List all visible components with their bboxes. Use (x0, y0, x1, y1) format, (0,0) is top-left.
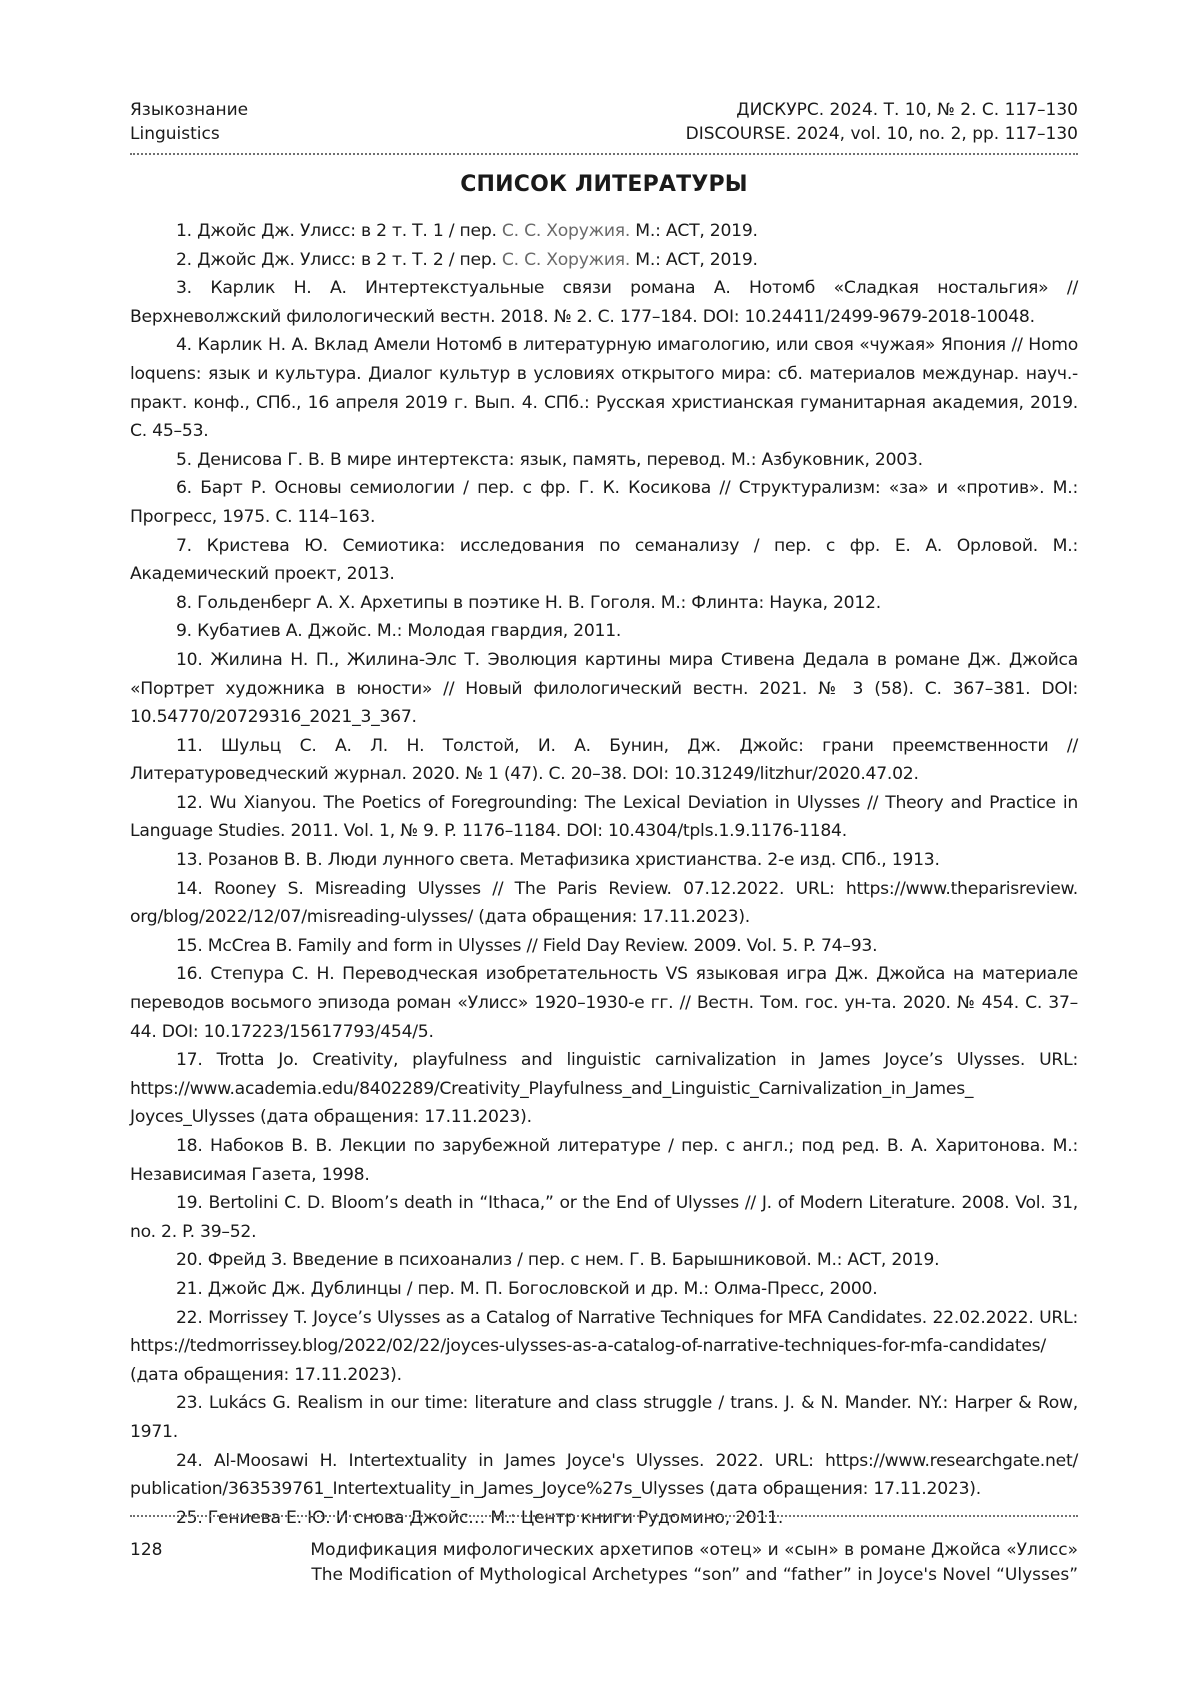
reference-item (130, 246, 1078, 275)
header-row-en (130, 122, 1078, 146)
reference-text-tail: М.: АСТ, 2019. (630, 249, 758, 270)
reference-item (130, 589, 1078, 618)
reference-text: 20. Фрейд З. Введение в психоанализ / пер. с нем. Г. В. Барышниковой. М.: АСТ, 2019. (176, 1250, 940, 1271)
reference-item (130, 1189, 1078, 1246)
reference-text: 19. Bertolini C. D. Bloom’s death in “Ithaca,” or the End of Ulysses // J. of Modern Literature. 2008. Vol. 31, no. 2. P. 39–52. (130, 1193, 1078, 1242)
header-row-ru (130, 98, 1078, 122)
reference-item (130, 846, 1078, 875)
reference-text: 4. Карлик Н. А. Вклад Амели Нотомб в литературную имагологию, или своя «чужая» Япония // Homo loquens: язык и культура. Диалог культур в условиях открытого мира: сб. материалов междунар. науч.-практ. конф., СПб., 16 апреля 2019 г. Вып. 4. СПб.: Русская христианская гуманитарная академия, 2019. С. 45–53. (130, 335, 1078, 442)
document-page (130, 0, 1078, 1698)
reference-text: 3. Карлик Н. А. Интертекстуальные связи романа А. Нотомб «Сладкая ностальгия» // Верхневолжский филологический вестн. 2018. № 2. С. 177–184. DOI: 10.24411/2499-9679-2018-10048. (130, 278, 1078, 327)
reference-text: 7. Кристева Ю. Семиотика: исследования по семанализу / пер. с фр. Е. А. Орловой. М.: Академический проект, 2013. (130, 535, 1078, 585)
reference-item (130, 446, 1078, 475)
article-title-en: The Modification of Mythological Archetypes “son” and “father” in Joyce's Novel “Ulysses” (311, 1565, 1078, 1585)
reference-item (130, 532, 1078, 589)
reference-text: 10. Жилина Н. П., Жилина-Элс Т. Эволюция картины мира Стивена Дедала в романе Дж. Джойса «Портрет художника в юности» // Новый филологический вестн. 2021. № 3 (58). С. 367–381. DOI: 10.54770/20729316_2021_3_367. (130, 649, 1078, 728)
reference-text: 12. Wu Xianyou. The Poetics of Foregrounding: The Lexical Deviation in Ulysses // Theory and Practice in Language Studies. 2011. Vol. 1, № 9. P. 1176–1184. DOI: 10.4304/tpls.1.9.1176-1184. (130, 792, 1078, 842)
reference-text: 25. Гениева Е. Ю. И снова Джойс… М.: Центр книги Рудомино, 2011. (176, 1507, 784, 1528)
reference-text: 13. Розанов В. В. Люди лунного света. Метафизика христианства. 2-е изд. СПб., 1913. (176, 850, 940, 871)
reference-text: 22. Morrissey T. Joyce’s Ulysses as a Catalog of Narrative Techniques for MFA Candidates. 22.02.2022. URL: https://tedmorrissey.blog/2022/02/22/joyces-ulysses-as-a-catalog-of-narrative-techniques-for-mfa-candidates/ (дата обращения: 17.11.2023). (130, 1307, 1078, 1385)
reference-item (130, 732, 1078, 789)
reference-item (130, 646, 1078, 732)
reference-translator-link: С. С. Хоружия. (501, 249, 631, 270)
reference-text: 24. Al-Moosawi H. Intertextuality in James Joyce's Ulysses. 2022. URL: https://www.researchgate.net/​publication/363539761_Intertextuality_in_James_Joyce%27s_Ulysses (дата обращения: 17.11.2023). (130, 1450, 1078, 1500)
section-name-en: Linguistics (130, 124, 220, 144)
reference-list (130, 217, 1078, 1532)
reference-item (130, 960, 1078, 1046)
reference-text: 8. Гольденберг А. Х. Архетипы в поэтике Н. В. Гоголя. М.: Флинта: Наука, 2012. (176, 592, 881, 613)
reference-text: 9. Кубатиев А. Джойс. М.: Молодая гвардия, 2011. (176, 621, 622, 642)
reference-item (130, 1504, 1078, 1533)
reference-item (130, 1046, 1078, 1132)
running-footer (130, 1538, 1078, 1588)
reference-item (130, 1132, 1078, 1189)
reference-text: 15. McCrea B. Family and form in Ulysses // Field Day Review. 2009. Vol. 5. P. 74–93. (176, 935, 878, 956)
section-name-ru: Языкознание (130, 100, 249, 120)
reference-item (130, 331, 1078, 445)
reference-text: 5. Денисова Г. В. В мире интертекста: язык, память, перевод. М.: Азбуковник, 2003. (176, 449, 923, 470)
reference-item (130, 1389, 1078, 1446)
reference-item (130, 274, 1078, 331)
reference-text: 14. Rooney S. Misreading Ulysses // The Paris Review. 07.12.2022. URL: https://www.theparisreview.​org/blog/2022/12/07/misreading-ulysses/ (дата обращения: 17.11.2023). (130, 878, 1078, 928)
reference-item (130, 617, 1078, 646)
reference-text-tail: М.: АСТ, 2019. (630, 221, 758, 241)
article-title-ru: Модификация мифологических архетипов «отец» и «сын» в романе Джойса «Улисс» (310, 1540, 1078, 1560)
reference-text: 23. Lukács G. Realism in our time: literature and class struggle / trans. J. & N. Mander. NY.: Harper & Row, 1971. (130, 1393, 1078, 1442)
page-number: 128 (130, 1540, 163, 1560)
reference-text: 2. Джойс Дж. Улисс: в 2 т. Т. 2 / пер. (176, 249, 502, 270)
header-divider (130, 153, 1078, 155)
reference-text: 21. Джойс Дж. Дублинцы / пер. М. П. Богословской и др. М.: Олма-Пресс, 2000. (176, 1278, 878, 1299)
references-title: СПИСОК ЛИТЕРАТУРЫ (460, 172, 748, 197)
reference-text: 6. Барт Р. Основы семиологии / пер. с фр. Г. К. Косикова // Структурализм: «за» и «против». М.: Прогресс, 1975. С. 114–163. (130, 478, 1078, 527)
reference-item (130, 1304, 1078, 1390)
running-header (130, 98, 1078, 146)
reference-text: 16. Степура С. Н. Переводческая изобретательность VS языковая игра Дж. Джойса на материале переводов восьмого эпизода роман «Улисс» 1920–1930-е гг. // Вестн. Том. гос. ун-та. 2020. № 454. С. 37–44. DOI: 10.17223/15617793/454/5. (130, 964, 1078, 1042)
reference-text: 11. Шульц С. А. Л. Н. Толстой, И. А. Бунин, Дж. Джойс: грани преемственности // Литературоведческий журнал. 2020. № 1 (47). С. 20–38. DOI: 10.31249/litzhur/2020.47.02. (130, 735, 1078, 785)
footer-divider (130, 1515, 1078, 1517)
journal-citation-en: DISCOURSE. 2024, vol. 10, no. 2, pp. 117–130 (685, 124, 1078, 144)
reference-translator-link: С. С. Хоружия. (501, 221, 631, 241)
journal-citation-ru: ДИСКУРС. 2024. Т. 10, № 2. С. 117–130 (736, 100, 1078, 120)
reference-item (130, 217, 1078, 246)
reference-text: 1. Джойс Дж. Улисс: в 2 т. Т. 1 / пер. (176, 221, 502, 241)
reference-item (130, 1275, 1078, 1304)
reference-item (130, 1447, 1078, 1504)
reference-item (130, 932, 1078, 961)
reference-text: 17. Trotta Jo. Creativity, playfulness and linguistic carnivalization in James Joyce’s Ulysses. URL: https://www.academia.edu/8402289/Creativity_Playfulness_and_Linguistic_Carnivalization_in_James_​Joyces_Ulysses (дата обращения: 17.11.2023). (130, 1050, 1078, 1128)
reference-item (130, 789, 1078, 846)
reference-text: 18. Набоков В. В. Лекции по зарубежной литературе / пер. с англ.; под ред. В. А. Харитонова. М.: Независимая Газета, 1998. (130, 1136, 1078, 1185)
reference-item (130, 1246, 1078, 1275)
article-titles (130, 1538, 1078, 1588)
reference-item (130, 875, 1078, 932)
reference-item (130, 474, 1078, 531)
